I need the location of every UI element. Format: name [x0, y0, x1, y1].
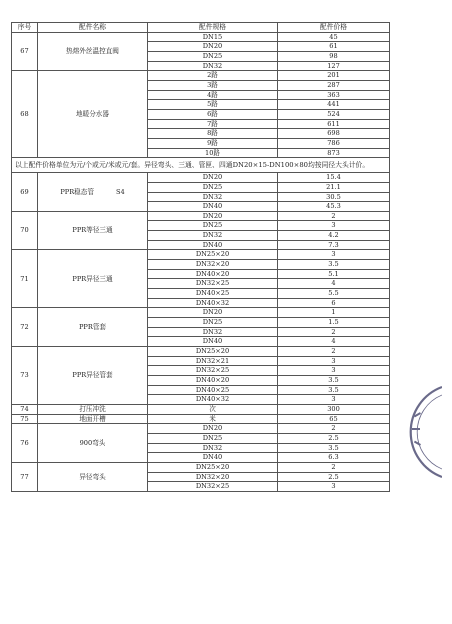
item-price: 4 [278, 279, 390, 289]
item-spec: DN25 [148, 221, 278, 231]
item-spec: 米 [148, 414, 278, 424]
table-row [12, 71, 390, 81]
table-row [12, 211, 390, 221]
item-spec: DN40×32 [148, 395, 278, 405]
item-price: 3.5 [278, 260, 390, 270]
item-name [38, 71, 148, 158]
item-spec: DN40×20 [148, 375, 278, 385]
item-price: 3 [278, 366, 390, 376]
item-price: 363 [278, 90, 390, 100]
item-number: 70 [12, 211, 38, 250]
table-header-row [12, 23, 390, 33]
item-number: 73 [12, 347, 38, 405]
item-spec: DN20 [148, 424, 278, 434]
item-name-text: 异径弯头 [79, 472, 106, 481]
item-price: 3 [278, 221, 390, 231]
item-name-text: 打压冲洗 [79, 404, 106, 413]
item-price: 21.1 [278, 182, 390, 192]
item-price: 15.4 [278, 173, 390, 183]
item-spec: DN32×21 [148, 356, 278, 366]
header-spec: 配件规格 [148, 23, 278, 33]
table-row [12, 308, 390, 318]
item-price: 5.5 [278, 289, 390, 299]
item-number: 71 [12, 250, 38, 308]
item-price: 611 [278, 119, 390, 129]
item-name-suffix: S4 [115, 187, 125, 196]
item-price: 786 [278, 138, 390, 148]
table-row [12, 414, 390, 424]
item-spec: DN32×25 [148, 482, 278, 492]
item-price: 5.1 [278, 269, 390, 279]
item-spec: 2路 [148, 71, 278, 81]
header-name: 配件名称 [38, 23, 148, 33]
table-row [12, 250, 390, 260]
item-spec: 7路 [148, 119, 278, 129]
header-no: 序号 [12, 23, 38, 33]
item-price: 300 [278, 404, 390, 414]
pricing-note: 以上配件价格单位为元/个或元/米或元/套。异径弯头、三通、管匣、四通DN20×15-DN100×80均按同径大头计价。 [12, 158, 390, 173]
item-price: 873 [278, 148, 390, 158]
item-spec: DN25×20 [148, 347, 278, 357]
item-spec: DN40×32 [148, 298, 278, 308]
header-price: 配件价格 [278, 23, 390, 33]
item-spec: DN32 [148, 327, 278, 337]
table-row [12, 404, 390, 414]
item-price: 2 [278, 211, 390, 221]
item-price: 3.5 [278, 385, 390, 395]
item-spec: DN40 [148, 240, 278, 250]
item-spec: DN40×20 [148, 269, 278, 279]
item-spec: DN40×25 [148, 289, 278, 299]
item-spec: 10路 [148, 148, 278, 158]
item-number: 77 [12, 462, 38, 491]
item-name [38, 250, 148, 308]
item-price: 2 [278, 327, 390, 337]
item-price: 3 [278, 482, 390, 492]
item-price: 2 [278, 462, 390, 472]
item-spec: DN20 [148, 211, 278, 221]
item-name [38, 173, 148, 212]
item-price: 30.5 [278, 192, 390, 202]
item-name-text: 地暖分水器 [76, 109, 109, 118]
table-row [12, 462, 390, 472]
item-spec: DN20 [148, 308, 278, 318]
item-price: 4.2 [278, 231, 390, 241]
table-row [12, 32, 390, 42]
item-price: 1.5 [278, 318, 390, 328]
item-price: 1 [278, 308, 390, 318]
item-spec: 5路 [148, 100, 278, 110]
item-price: 3.5 [278, 375, 390, 385]
item-price: 2 [278, 347, 390, 357]
item-price: 3.5 [278, 443, 390, 453]
item-name [38, 424, 148, 463]
item-price: 441 [278, 100, 390, 110]
item-spec: DN40 [148, 337, 278, 347]
table-row [12, 173, 390, 183]
item-name [38, 211, 148, 250]
item-spec: DN32 [148, 231, 278, 241]
item-spec: DN20 [148, 42, 278, 52]
item-name [38, 404, 148, 414]
item-price: 3 [278, 356, 390, 366]
item-spec: DN25×20 [148, 250, 278, 260]
item-price: 45.3 [278, 202, 390, 212]
item-number: 72 [12, 308, 38, 347]
item-number: 74 [12, 404, 38, 414]
item-spec: DN32×25 [148, 279, 278, 289]
item-price: 7.3 [278, 240, 390, 250]
item-number: 69 [12, 173, 38, 212]
item-spec: DN32 [148, 443, 278, 453]
item-number: 67 [12, 32, 38, 71]
item-spec: DN32×20 [148, 260, 278, 270]
item-spec: 次 [148, 404, 278, 414]
item-name [38, 32, 148, 71]
item-spec: DN32 [148, 61, 278, 71]
item-spec: DN25 [148, 433, 278, 443]
item-price: 3 [278, 250, 390, 260]
item-spec: DN20 [148, 173, 278, 183]
item-spec: 3路 [148, 80, 278, 90]
item-price: 698 [278, 129, 390, 139]
item-price: 2.5 [278, 433, 390, 443]
item-price: 201 [278, 71, 390, 81]
item-spec: DN25 [148, 182, 278, 192]
item-spec: 6路 [148, 109, 278, 119]
pricing-note-row [12, 158, 390, 173]
item-price: 524 [278, 109, 390, 119]
item-spec: DN40 [148, 202, 278, 212]
item-price: 6 [278, 298, 390, 308]
fittings-price-table [11, 22, 390, 492]
item-name-text: PPR等径三通 [72, 226, 113, 235]
item-name-text: PPR稳态管 [60, 187, 94, 196]
item-price: 6.3 [278, 453, 390, 463]
item-name [38, 414, 148, 424]
item-name-text: 地面开槽 [79, 414, 106, 423]
item-name [38, 462, 148, 491]
item-number: 68 [12, 71, 38, 158]
item-spec: DN15 [148, 32, 278, 42]
item-name-text: PPR异径管套 [72, 371, 113, 380]
item-price: 61 [278, 42, 390, 52]
item-spec: DN40×25 [148, 385, 278, 395]
item-name-text: 热熔外丝温控直阀 [66, 47, 119, 56]
item-name-text: PPR管套 [78, 322, 107, 331]
item-number: 75 [12, 414, 38, 424]
item-spec: 9路 [148, 138, 278, 148]
price-sheet-page [11, 22, 389, 492]
item-spec: DN32 [148, 192, 278, 202]
item-name [38, 347, 148, 405]
item-spec: DN40 [148, 453, 278, 463]
item-spec: DN25 [148, 51, 278, 61]
item-spec: 4路 [148, 90, 278, 100]
item-spec: DN25×20 [148, 462, 278, 472]
item-price: 2.5 [278, 472, 390, 482]
item-spec: 8路 [148, 129, 278, 139]
item-price: 2 [278, 424, 390, 434]
item-price: 45 [278, 32, 390, 42]
item-name-text: PPR异径三通 [72, 274, 113, 283]
item-spec: DN32×20 [148, 472, 278, 482]
item-price: 4 [278, 337, 390, 347]
item-price: 65 [278, 414, 390, 424]
table-row [12, 347, 390, 357]
item-price: 3 [278, 395, 390, 405]
table-row [12, 424, 390, 434]
item-price: 98 [278, 51, 390, 61]
item-number: 76 [12, 424, 38, 463]
item-spec: DN25 [148, 318, 278, 328]
item-name-text: 900弯头 [79, 438, 106, 447]
item-price: 287 [278, 80, 390, 90]
item-spec: DN32×25 [148, 366, 278, 376]
red-seal-stamp [402, 382, 442, 482]
item-price: 127 [278, 61, 390, 71]
item-name [38, 308, 148, 347]
